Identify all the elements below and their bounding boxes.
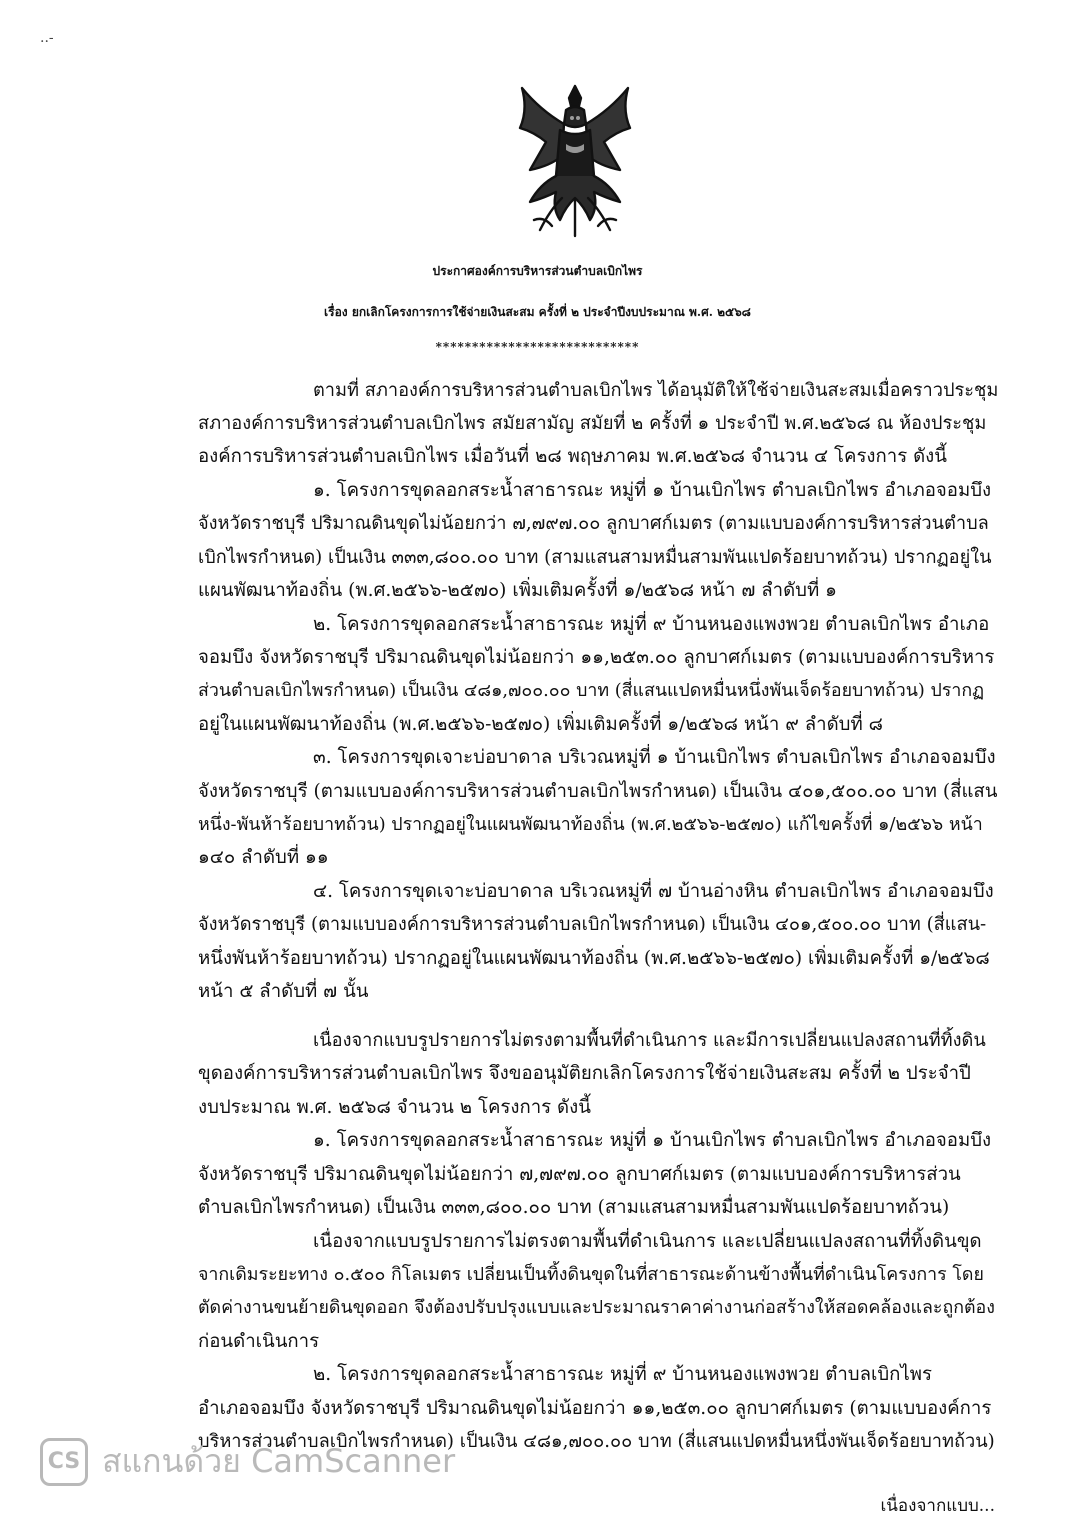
body-line: แผนพัฒนาท้องถิ่น (พ.ศ.๒๕๖๖-๒๕๗๐) เพิ่มเติมครั้งที่ ๑/๒๕๖๘ หน้า ๗ ลำดับที่ ๑ [198,580,837,601]
body-line: ๓. โครงการขุดเจาะบ่อบาดาล บริเวณหมู่ที่ ๑ บ้านเบิกไพร ตำบลเบิกไพร อำเภอจอมบึง [313,747,996,768]
body-line: ก่อนดำเนินการ [198,1331,320,1352]
body-line: ๑. โครงการขุดลอกสระน้ำสาธารณะ หมู่ที่ ๑ บ้านเบิกไพร ตำบลเบิกไพร อำเภอจอมบึง [313,480,992,501]
title-separator: **************************** [435,340,640,354]
announcement-subject: เรื่อง ยกเลิกโครงการการใช้จ่ายเงินสะสม ครั้งที่ ๒ ประจำปีงบประมาณ พ.ศ. ๒๕๖๘ [324,305,751,319]
announcement-title: ประกาศองค์การบริหารส่วนตำบลเบิกไพร [432,264,643,278]
body-line: จากเดิมระยะทาง ๐.๕๐๐ กิโลเมตร เปลี่ยนเป็นทิ้งดินขุดในที่สาธารณะด้านข้างพื้นที่ดำเนินโครงการ โดย [198,1264,984,1285]
body-line: ขุดองค์การบริหารส่วนตำบลเบิกไพร จึงขออนุมัติยกเลิกโครงการใช้จ่ายเงินสะสม ครั้งที่ ๒ ประจำปี [198,1063,971,1084]
watermark-text: สแกนด้วย CamScanner [102,1442,456,1480]
body-line: ส่วนตำบลเบิกไพรกำหนด) เป็นเงิน ๔๘๑,๗๐๐.๐๐ บาท (สี่แสนแปดหมื่นหนึ่งพันเจ็ดร้อยบาทถ้วน) ปรากฏ [198,680,985,701]
body-line: ๒. โครงการขุดลอกสระน้ำสาธารณะ หมู่ที่ ๙ บ้านหนองแพงพวย ตำบลเบิกไพร [313,1364,932,1385]
body-line: เนื่องจากแบบรูปรายการไม่ตรงตามพื้นที่ดำเนินการ และมีการเปลี่ยนแปลงสถานที่ทิ้งดิน [313,1030,986,1051]
body-line: จังหวัดราชบุรี (ตามแบบองค์การบริหารส่วนตำบลเบิกไพรกำหนด) เป็นเงิน ๔๐๑,๕๐๐.๐๐ บาท (สี่แสน [198,781,998,802]
body-line: ตามที่ สภาองค์การบริหารส่วนตำบลเบิกไพร ได้อนุมัติให้ใช้จ่ายเงินสะสมเมื่อคราวประชุม [313,380,999,401]
body-line: สภาองค์การบริหารส่วนตำบลเบิกไพร สมัยสามัญ สมัยที่ ๒ ครั้งที่ ๑ ประจำปี พ.ศ.๒๕๖๘ ณ ห้องประชุม [198,413,987,434]
body-line: ๒. โครงการขุดลอกสระน้ำสาธารณะ หมู่ที่ ๙ บ้านหนองแพงพวย ตำบลเบิกไพร อำเภอ [313,614,990,635]
body-line: จังหวัดราชบุรี ปริมาณดินขุดไม่น้อยกว่า ๗,๗๙๗.๐๐ ลูกบาศก์เมตร (ตามแบบองค์การบริหารส่วน [198,1164,961,1185]
body-line: เบิกไพรกำหนด) เป็นเงิน ๓๓๓,๘๐๐.๐๐ บาท (สามแสนสามหมื่นสามพันแปดร้อยบาทถ้วน) ปรากฏอยู่ใน [198,547,992,568]
body-line: หนึ่งพันห้าร้อยบาทถ้วน) ปรากฏอยู่ในแผนพัฒนาท้องถิ่น (พ.ศ.๒๕๖๖-๒๕๗๐) เพิ่มเติมครั้งที่ ๑/๒๕๖๘ [198,948,990,969]
body-line: งบประมาณ พ.ศ. ๒๕๖๘ จำนวน ๒ โครงการ ดังนี้ [198,1097,591,1118]
body-line: จังหวัดราชบุรี (ตามแบบองค์การบริหารส่วนตำบลเบิกไพรกำหนด) เป็นเงิน ๔๐๑,๕๐๐.๐๐ บาท (สี่แสน- [198,914,987,935]
body-line: จังหวัดราชบุรี ปริมาณดินขุดไม่น้อยกว่า ๗,๗๙๗.๐๐ ลูกบาศก์เมตร (ตามแบบองค์การบริหารส่วนตำบล [198,513,989,534]
body-line: ๑. โครงการขุดลอกสระน้ำสาธารณะ หมู่ที่ ๑ บ้านเบิกไพร ตำบลเบิกไพร อำเภอจอมบึง [313,1130,992,1151]
camscanner-watermark [40,1436,455,1487]
body-line: จอมบึง จังหวัดราชบุรี ปริมาณดินขุดไม่น้อยกว่า ๑๑,๒๕๓.๐๐ ลูกบาศก์เมตร (ตามแบบองค์การบริหาร [198,647,995,668]
camscanner-logo-icon: CS [40,1438,88,1486]
body-line: ตัดค่างานขนย้ายดินขุดออก จึงต้องปรับปรุงแบบและประมาณราคาค่างานก่อสร้างให้สอดคล้องและถูกต้อง [198,1297,995,1318]
body-line: องค์การบริหารส่วนตำบลเบิกไพร เมื่อวันที่ ๒๘ พฤษภาคม พ.ศ.๒๕๖๘ จำนวน ๔ โครงการ ดังนี้ [198,446,947,467]
body-line: อยู่ในแผนพัฒนาท้องถิ่น (พ.ศ.๒๕๖๖-๒๕๗๐) เพิ่มเติมครั้งที่ ๑/๒๕๖๘ หน้า ๙ ลำดับที่ ๘ [198,714,883,735]
body-line: ๑๔๐ ลำดับที่ ๑๑ [198,847,329,868]
body-line: ตำบลเบิกไพรกำหนด) เป็นเงิน ๓๓๓,๘๐๐.๐๐ บาท (สามแสนสามหมื่นสามพันแปดร้อยบาทถ้วน) [198,1197,950,1218]
garuda-emblem-icon [500,80,650,240]
page-mark: ..- [40,30,54,46]
body-line: อำเภอจอมบึง จังหวัดราชบุรี ปริมาณดินขุดไม่น้อยกว่า ๑๑,๒๕๓.๐๐ ลูกบาศก์เมตร (ตามแบบองค์การ [198,1398,992,1419]
body-line: บริหารส่วนตำบลเบิกไพรกำหนด) เป็นเงิน ๔๘๑,๗๐๐.๐๐ บาท (สี่แสนแปดหมื่นหนึ่งพันเจ็ดร้อยบาทถ้วน) [198,1431,995,1452]
continuation-note: เนื่องจากแบบ... [880,1496,995,1516]
body-line: หนึ่ง-พันห้าร้อยบาทถ้วน) ปรากฏอยู่ในแผนพัฒนาท้องถิ่น (พ.ศ.๒๕๖๖-๒๕๗๐) แก้ไขครั้งที่ ๑/๒๕๖๖ หน้า [198,814,983,835]
body-line: เนื่องจากแบบรูปรายการไม่ตรงตามพื้นที่ดำเนินการ และเปลี่ยนแปลงสถานที่ทิ้งดินขุด [313,1231,982,1252]
body-line: หน้า ๕ ลำดับที่ ๗ นั้น [198,981,369,1002]
body-line: ๔. โครงการขุดเจาะบ่อบาดาล บริเวณหมู่ที่ ๗ บ้านอ่างหิน ตำบลเบิกไพร อำเภอจอมบึง [313,881,994,902]
